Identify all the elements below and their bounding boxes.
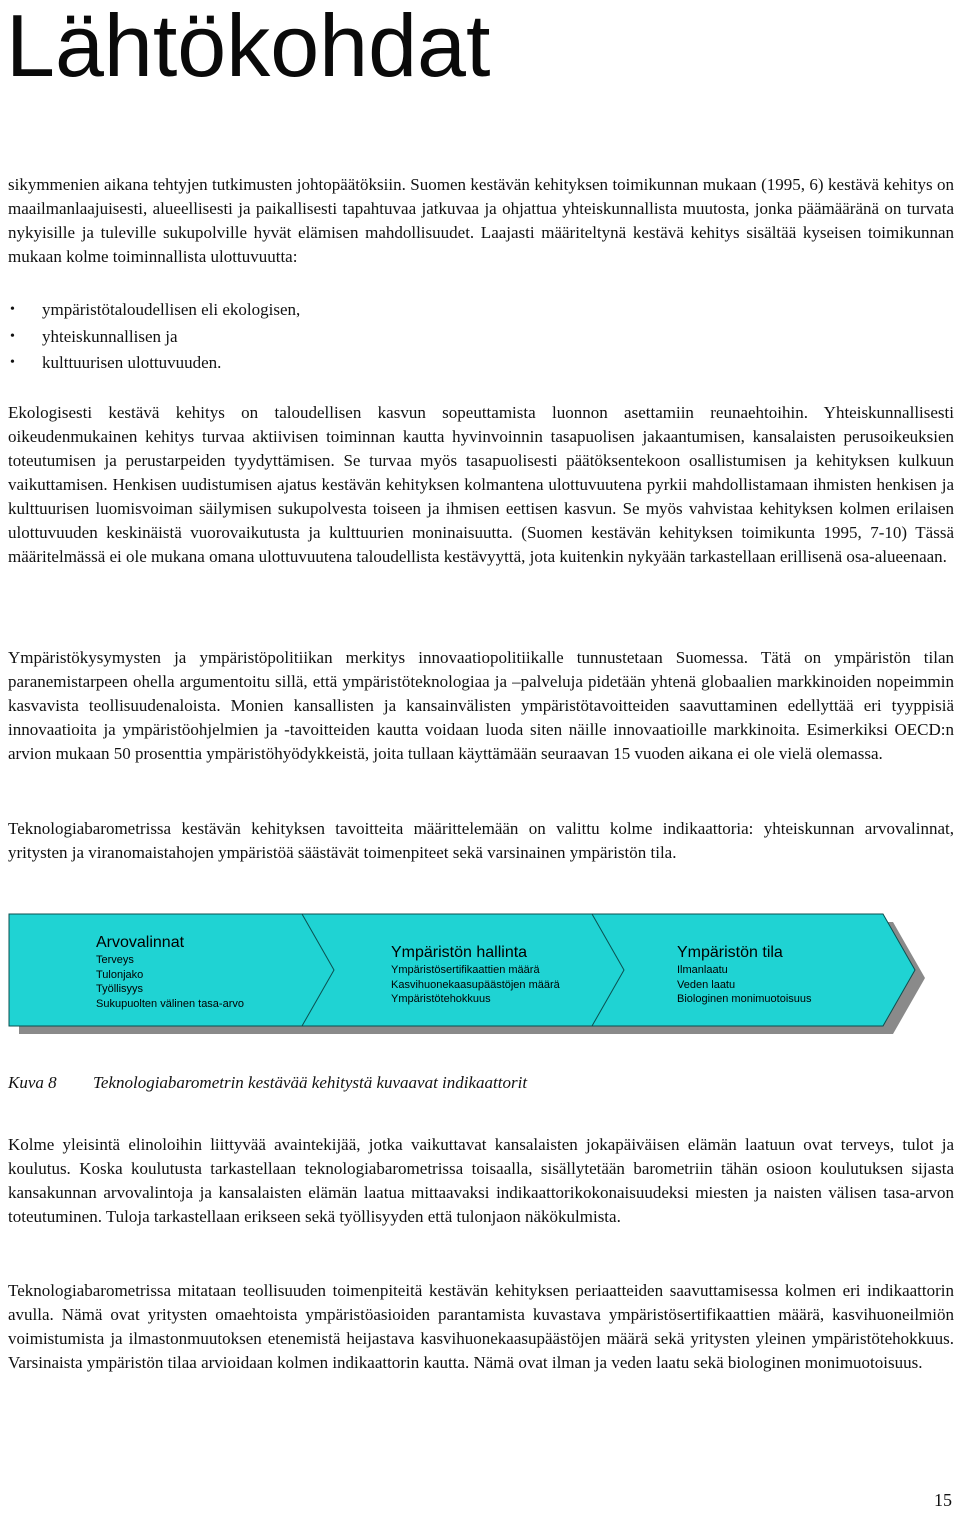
box-management-content	[391, 943, 560, 1007]
box-item: Biologinen monimuotoisuus	[677, 993, 812, 1005]
list-item-text: kulttuurisen ulottuvuuden.	[42, 353, 222, 372]
box-values-content	[96, 933, 244, 1011]
list-item	[8, 297, 300, 324]
dimension-list	[8, 297, 300, 377]
box-item: Kasvihuonekaasupäästöjen määrä	[391, 978, 560, 991]
list-item-text: ympäristötaloudellisen eli ekologisen,	[42, 300, 301, 319]
figure-caption-text: Teknologiabarometrin kestävää kehitystä kuvaavat indikaattorit	[93, 1073, 528, 1092]
box-heading: Arvovalinnat	[96, 934, 185, 951]
list-item	[8, 350, 300, 377]
figure-caption-label: Kuva 8	[8, 1073, 57, 1092]
box-item: Sukupuolten välinen tasa-arvo	[96, 997, 244, 1010]
box-item: Ympäristösertifikaattien määrä	[391, 964, 540, 976]
bullet-icon: •	[10, 328, 15, 344]
box-item: Ympäristötehokkuus	[391, 993, 491, 1005]
indicator-diagram	[5, 912, 955, 1052]
bullet-icon: •	[10, 302, 15, 317]
box-heading: Ympäristön tila	[677, 944, 783, 961]
box-item: Työllisyys	[96, 983, 144, 995]
box-item: Veden laatu	[677, 978, 736, 991]
paragraph-industry: Teknologiabarometrissa mitataan teollisuuden toimenpiteitä kestävän kehityksen periaatteiden saavuttamisessa kolmen eri indikaattorin avulla. Nämä ovat yritysten omaehtoista ympäristöasioiden parantamista kuvastava ympäristösertifikaattien määrä, kasvihuoneilmiön voimistumista ja ilmastonmuutoksen etenemistä heijastava kasvihuonekaasupäästöjen määrä sekä yritysten yleinen ympäristötehokkuus. Varsinaista ympäristön tilaa arvioidaan kolmen indikaattorin kautta. Nämä ovat ilman ja veden laatu sekä biologinen monimuotoisuus.	[8, 1281, 954, 1372]
box-state-content	[677, 943, 812, 1007]
list-item	[8, 324, 300, 351]
paragraph-intro: sikymmenien aikana tehtyjen tutkimusten johtopäätöksiin. Suomen kestävän kehityksen toimikunnan mukaan (1995, 6) kestävä kehitys on maailmanlaajuisesti, alueellisesti ja paikallisesti tapahtuvaa jatkuvaa ja ohjattua yhteiskunnallista muutosta, jonka päämääränä on turvata nykyisille ja tuleville sukupolville hyvät elämisen mahdollisuudet. Laajasti määriteltynä kestävä kehitys sisältää kyseisen toimikunnan mukaan kolme toiminnallista ulottuvuutta:	[8, 175, 954, 266]
page-number: 15	[934, 1490, 952, 1510]
paragraph-values: Kolme yleisintä elinoloihin liittyvää avaintekijää, jotka vaikuttavat kansalaisten jokapäiväisen elämän laatuun ovat terveys, tulot ja koulutus. Koska koulutusta tarkastellaan teknologiabarometrissa toisaalla, sisällytetään barometriin tähän osioon koulutuksen sijasta kansakunnan arvovalintoja ja kansalaisten elämän laatua mittaavaksi indikaattorikokonaisuudeksi miesten ja naisten välisen tasa-arvon toteutuminen. Tuloja tarkastellaan erikseen sekä työllisyyden että tulonjaon näkökulmista.	[8, 1135, 954, 1226]
page-title: Lähtökohdat	[6, 0, 491, 95]
box-heading: Ympäristön hallinta	[391, 944, 528, 961]
box-item: Terveys	[96, 954, 134, 966]
bullet-icon: •	[10, 355, 15, 370]
paragraph-environment: Ympäristökysymysten ja ympäristöpolitiikan merkitys innovaatiopolitiikalle tunnustetaan Suomessa. Tätä on ympäristön tilan paranemistarpeen ohella argumentoitu sillä, että ympäristöteknologiaa ja –palveluja pidetään yhtenä globaalien markkinoiden nopeimmin kasvavista teollisuudenaloista. Monien kansallisten ja kansainvälisten ympäristötavoitteiden saavuttaminen edellyttää eri tyyppisiä innovaatioita ja ympäristöohjelmien ja -tavoitteiden kautta voidaan luoda siten näille innovaatioille markkinoita. Esimerkiksi OECD:n arvion mukaan 50 prosenttia ympäristöhyödykkeistä, joita tullaan käyttämään seuraavan 15 vuoden aikana ei ole vielä olemassa.	[8, 648, 954, 763]
paragraph-indicators: Teknologiabarometrissa kestävän kehityksen tavoitteita määrittelemään on valittu kolme indikaattoria: yhteiskunnan arvovalinnat, yritysten ja viranomaistahojen ympäristöä säästävät toimenpiteet sekä varsinainen ympäristön tila.	[8, 819, 954, 862]
box-item: Tulonjako	[96, 968, 144, 981]
box-item: Ilmanlaatu	[677, 964, 728, 976]
paragraph-dimensions: Ekologisesti kestävä kehitys on taloudellisen kasvun sopeuttamista luonnon asettamiin reunaehtoihin. Yhteiskunnallisesti oikeudenmukainen kehitys turvaa aktiivisen toiminnan kautta hyvinvoinnin tasapuolisen jakaantumisen, kansalaisten perusoikeuksien toteutumisen ja perustarpeiden tyydyttämisen. Se turvaa myös tasapuolisesti päätöksentekoon osallistumisen ja kehityksen kulkuun vaikuttamisen. Henkisen uudistumisen ajatus kestävän kehityksen kolmantena ulottuvuutena pyrkii mahdollistamaan ihmisten henkisen ja kulttuurisen luomisvoiman säilymisen sukupolvesta toiseen ja ihmisen eettisen kasvun. Se myös vahvistaa kehityksen kolmen erilaisen ulottuvuuden keskinäistä vuorovaikutusta ja kulttuurien moninaisuutta. (Suomen kestävän kehityksen toimikunta 1995, 7-10) Tässä määritelmässä ei ole mukana omana ulottuvuutena taloudellista kestävyyttä, jota kuitenkin nykyään tarkastellaan erillisenä osa-alueenaan.	[8, 403, 954, 566]
list-item-text: yhteiskunnallisen ja	[42, 326, 178, 346]
